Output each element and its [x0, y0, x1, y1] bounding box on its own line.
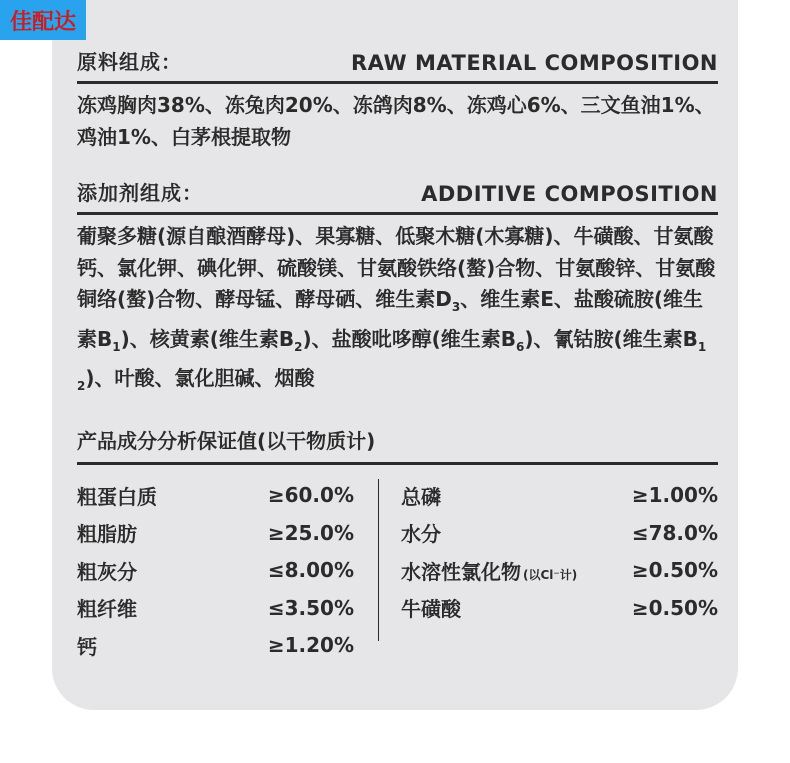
guarantee-title: 产品成分分析保证值(以干物质计) — [77, 425, 718, 465]
nutrient-note: (以Cl⁻计) — [523, 567, 578, 582]
additive-text-part: )、叶酸、氯化胆碱、烟酸 — [85, 366, 315, 390]
nutrient-name: 粗灰分 — [77, 559, 137, 584]
nutrient-value: ≥1.00% — [631, 483, 718, 508]
additive-text — [77, 221, 718, 403]
nutrient-name-text: 牛磺酸 — [401, 597, 461, 622]
nutrient-value: ≥60.0% — [267, 483, 354, 508]
guarantee-row — [77, 514, 354, 552]
subscript: 3 — [451, 300, 461, 314]
nutrient-name: 粗蛋白质 — [77, 484, 157, 509]
subscript: 1 — [112, 339, 121, 354]
guarantee-row — [401, 552, 718, 590]
nutrient-value: ≤78.0% — [631, 520, 718, 545]
raw-material-title-en: RAW MATERIAL COMPOSITION — [351, 51, 718, 75]
subscript: 2 — [294, 339, 303, 354]
nutrient-name — [401, 556, 577, 585]
nutrient-name-text: 水分 — [401, 522, 441, 547]
subscript: 6 — [516, 339, 525, 354]
guarantee-table — [77, 477, 718, 665]
guarantee-row — [401, 514, 718, 552]
nutrient-name-text: 水溶性氯化物 — [401, 559, 521, 584]
nutrient-name: 粗纤维 — [77, 597, 137, 622]
guarantee-row — [401, 589, 718, 627]
guarantee-left-column — [77, 477, 354, 665]
raw-material-title-cn: 原料组成： — [77, 50, 182, 74]
guarantee-row — [77, 477, 354, 515]
raw-material-text: 冻鸡胸肉38%、冻兔肉20%、冻鸽肉8%、冻鸡心6%、三文鱼油1%、鸡油1%、白茅根提取物 — [77, 93, 715, 149]
guarantee-row — [401, 477, 718, 515]
composition-content — [77, 0, 718, 664]
raw-material-header — [77, 46, 718, 84]
guarantee-right-column — [401, 477, 718, 665]
additive-header — [77, 177, 718, 215]
additive-text-part: 葡聚多糖(源自酿酒酵母)、果寡糖、低聚木糖(木寡糖)、牛磺酸、甘氨酸钙、氯化钾、碘化钾、硫酸镁、甘氨酸铁络(螯)合物、甘氨酸锌、甘氨酸铜络(螯)合物、酵母锰、酵母硒、维生素D — [77, 224, 716, 311]
nutrient-name — [401, 481, 441, 510]
subscript: 12 — [77, 339, 707, 393]
nutrient-name: 粗脂肪 — [77, 522, 137, 547]
nutrient-name — [401, 593, 461, 622]
nutrient-value: ≥25.0% — [267, 520, 354, 545]
additive-text-part: )、氰钴胺(维生素B — [524, 326, 698, 351]
nutrient-value: ≤8.00% — [267, 558, 354, 583]
nutrient-value: ≥0.50% — [631, 558, 718, 583]
additive-text-part: )、盐酸吡哆醇(维生素B — [302, 326, 517, 351]
nutrient-name-text: 总磷 — [401, 484, 441, 509]
additive-title-en: ADDITIVE COMPOSITION — [421, 182, 718, 206]
additive-text-part: )、核黄素(维生素B — [120, 326, 295, 351]
nutrient-name: 钙 — [77, 634, 97, 659]
guarantee-row — [77, 589, 354, 627]
column-divider — [378, 479, 379, 641]
additive-title-cn: 添加剂组成： — [77, 181, 203, 205]
nutrient-value: ≥1.20% — [267, 633, 354, 658]
additive-text-part: 、维生素E、盐酸硫胺(维生素B — [77, 287, 704, 351]
guarantee-row — [77, 552, 354, 590]
nutrient-name — [401, 518, 441, 547]
nutrient-value: ≤3.50% — [267, 595, 354, 620]
watermark-badge: 佳配达 — [0, 0, 86, 40]
guarantee-row — [77, 627, 354, 665]
nutrient-value: ≥0.50% — [631, 595, 718, 620]
